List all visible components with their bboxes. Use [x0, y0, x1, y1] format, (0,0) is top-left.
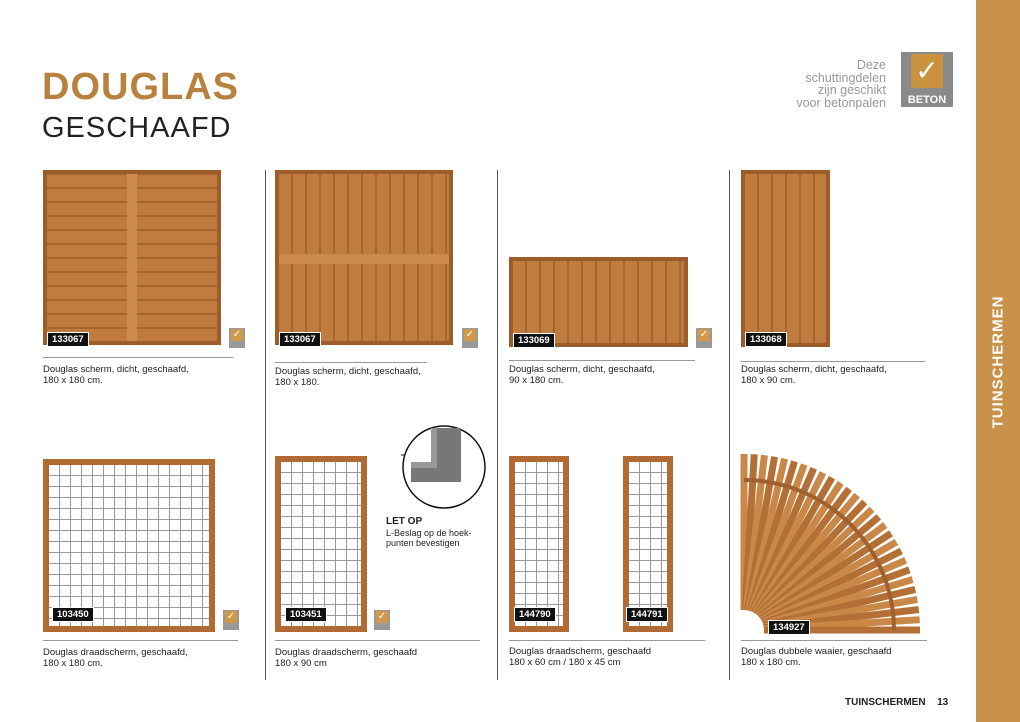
product-code: 103450: [52, 607, 94, 622]
separator: [275, 640, 480, 641]
separator: [43, 640, 238, 641]
separator: [741, 640, 927, 641]
checkmark-icon: ✓: [232, 329, 242, 340]
checkmark-icon: ✓: [226, 611, 236, 622]
column-divider: [265, 170, 266, 680]
beton-note-line: zijn geschikt: [817, 83, 886, 97]
product-code: 133068: [745, 332, 787, 347]
beton-badge-label: BETON: [907, 94, 947, 106]
footer-section: TUINSCHERMEN: [845, 697, 926, 708]
product-description: Douglas draadscherm, geschaafd 180 x 60 cm / 180 x 45 cm: [509, 646, 652, 668]
product-image-fence-panel: [43, 170, 221, 345]
product-code: 133067: [47, 332, 89, 347]
beton-note: [746, 59, 886, 109]
product-code: 144791: [626, 607, 668, 622]
beton-badge: [901, 52, 953, 107]
separator: [43, 357, 233, 358]
beton-mini-badge: [223, 610, 239, 630]
let-op-line: L-Beslag op de hoek-: [386, 527, 472, 538]
beton-mini-badge: [229, 328, 245, 348]
let-op-note: [386, 516, 472, 549]
beton-note-line: schuttingdelen: [805, 70, 886, 85]
product-image-wire-panel: [509, 456, 569, 632]
corner-bracket-illustration: [401, 424, 487, 510]
column-divider: [729, 170, 730, 680]
product-image-fan-panel: [740, 452, 922, 634]
product-image-fence-panel: [741, 170, 830, 347]
product-description: Douglas scherm, dicht, geschaafd, 180 x 90 cm.: [741, 364, 887, 386]
sidebar-label: TUINSCHERMEN: [989, 295, 1007, 429]
checkmark-icon: ✓: [911, 54, 943, 88]
page-footer: [845, 697, 948, 708]
beton-mini-badge: [462, 328, 478, 348]
let-op-title: LET OP: [386, 516, 423, 527]
page-title: DOUGLAS: [42, 66, 239, 108]
product-code: 133069: [513, 333, 555, 348]
separator: [741, 361, 925, 362]
checkmark-icon: ✓: [699, 329, 709, 340]
page-subtitle: GESCHAAFD: [42, 112, 232, 144]
product-description: Douglas scherm, dicht, geschaafd, 90 x 180 cm.: [509, 364, 655, 386]
page-number: 13: [937, 697, 949, 708]
column-divider: [497, 170, 498, 680]
separator: [275, 362, 427, 363]
beton-note-line: Deze: [856, 58, 886, 72]
panel-rail: [127, 174, 137, 341]
product-description: Douglas draadscherm, geschaafd 180 x 90 cm: [275, 647, 418, 669]
checkmark-icon: ✓: [465, 329, 475, 340]
separator: [509, 360, 695, 361]
product-description: Douglas scherm, dicht, geschaafd, 180 x 180 cm.: [43, 364, 189, 386]
beton-note-line: voor betonpalen: [796, 95, 886, 110]
beton-mini-badge: [696, 328, 712, 348]
product-code: 144790: [514, 607, 556, 622]
product-description: Douglas dubbele waaier, geschaafd 180 x 180 cm.: [741, 646, 892, 668]
panel-rail: [279, 254, 449, 264]
product-image-fence-panel: [275, 170, 453, 345]
product-code: 134927: [768, 620, 810, 635]
beton-mini-badge: [374, 610, 390, 630]
fan-slats: [744, 454, 920, 630]
let-op-line: punten bevestigen: [386, 538, 460, 548]
product-description: Douglas draadscherm, geschaafd, 180 x 180 cm.: [43, 647, 188, 669]
checkmark-icon: ✓: [377, 611, 387, 622]
separator: [509, 640, 705, 641]
product-image-wire-panel: [623, 456, 673, 632]
section-sidebar: [976, 0, 1020, 722]
product-image-wire-panel: [275, 456, 367, 632]
product-code: 133067: [279, 332, 321, 347]
product-code: 103451: [285, 607, 327, 622]
product-description: Douglas scherm, dicht, geschaafd, 180 x 180.: [275, 366, 421, 388]
